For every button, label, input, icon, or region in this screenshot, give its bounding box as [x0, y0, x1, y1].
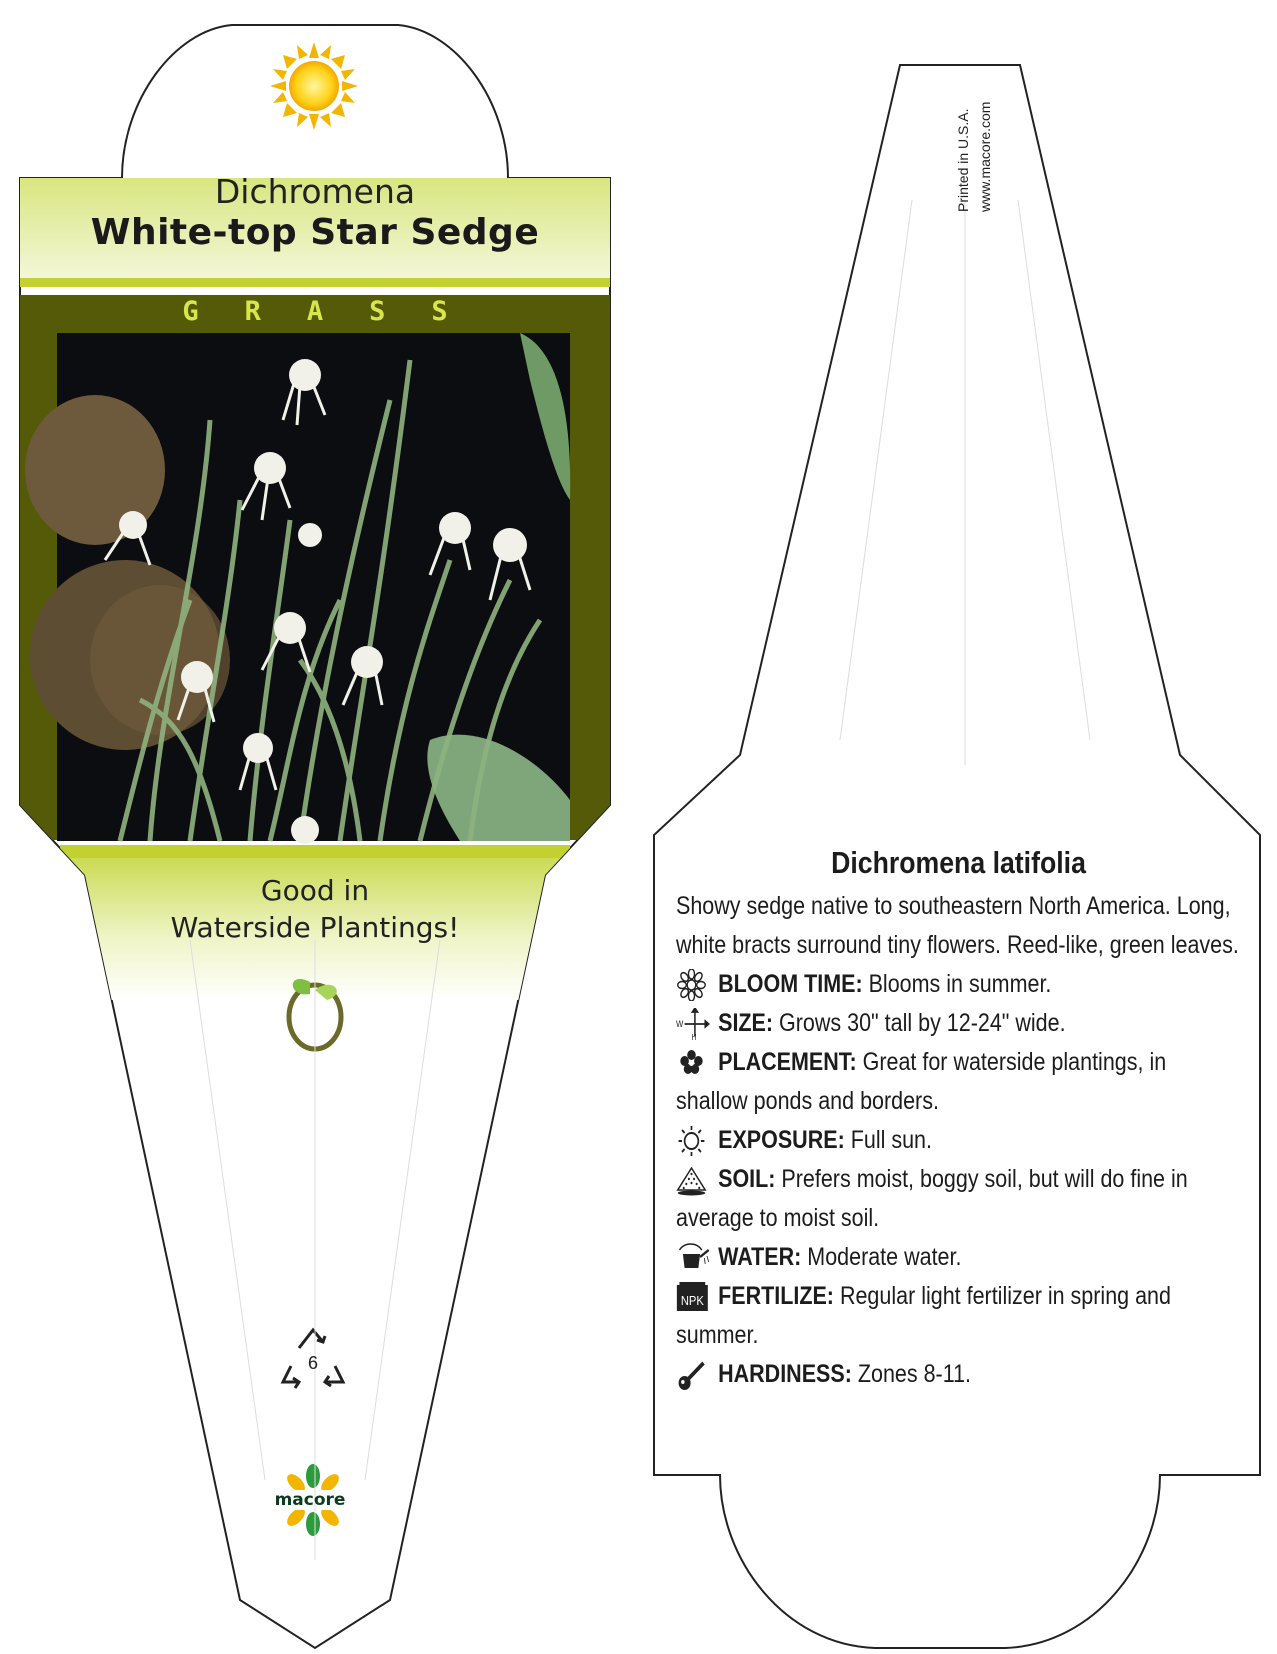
npk-icon: [676, 1281, 712, 1313]
care-info: [676, 845, 1241, 1394]
attr-label: SIZE:: [718, 1009, 774, 1037]
attr-label: BLOOM TIME:: [718, 970, 863, 998]
placement-flower-icon: [676, 1047, 712, 1079]
plant-genus: Dichromena: [214, 172, 416, 211]
attr-text: Zones 8-11.: [857, 1360, 972, 1388]
printed-in-text: Printed in U.S.A.: [955, 108, 971, 212]
attr-text: Blooms in summer.: [868, 970, 1052, 998]
attr-label: PLACEMENT:: [718, 1048, 857, 1076]
recycle-number: 6: [307, 1353, 318, 1373]
attr-label: SOIL:: [718, 1165, 776, 1193]
website-url: www.macore.com: [977, 101, 993, 212]
attr-hardiness: [676, 1355, 1241, 1394]
attr-text: Prefers moist, boggy soil, but will do fine in average to moist soil.: [676, 1165, 1188, 1232]
attr-soil: [676, 1160, 1241, 1238]
watering-can-icon: [676, 1242, 712, 1274]
brand-name: macore: [274, 1490, 346, 1510]
plant-common-name: White-top Star Sedge: [90, 212, 540, 253]
flower-icon: [676, 969, 712, 1001]
attr-text: Great for waterside plantings, in shallow ponds and borders.: [676, 1048, 1167, 1115]
attr-label: WATER:: [718, 1243, 802, 1271]
attr-text: Grows 30" tall by 12-24" wide.: [779, 1009, 1066, 1037]
attr-placement: [676, 1043, 1241, 1121]
sun-outline-icon: [676, 1125, 712, 1157]
attr-label: FERTILIZE:: [718, 1282, 834, 1310]
tagline-line-1: Good in: [260, 874, 370, 907]
attr-bloom-time: [676, 965, 1241, 1004]
attr-exposure: [676, 1121, 1241, 1160]
attr-label: EXPOSURE:: [718, 1126, 845, 1154]
attr-fertilize: [676, 1277, 1241, 1355]
svg-text:H: H: [691, 1032, 697, 1041]
size-arrows-icon: [676, 1008, 712, 1040]
attr-water: [676, 1238, 1241, 1277]
thermometer-icon: [676, 1359, 712, 1391]
attr-text: Regular light fertilizer in spring and summer.: [676, 1282, 1171, 1349]
attr-label: HARDINESS:: [718, 1360, 852, 1388]
attr-text: Full sun.: [850, 1126, 932, 1154]
svg-text:NPK: NPK: [680, 1293, 704, 1309]
attr-text: Moderate water.: [807, 1243, 962, 1271]
scientific-name: Dichromena latifolia: [831, 845, 1086, 880]
attr-size: [676, 1004, 1241, 1043]
plant-category: GRASS: [182, 296, 494, 327]
svg-text:W: W: [676, 1018, 684, 1030]
soil-icon: [676, 1164, 712, 1196]
tagline-line-2: Waterside Plantings!: [170, 911, 460, 944]
description: Showy sedge native to southeastern North America. Long, white bracts surround tiny flowers. Reed-like, green leaves.: [676, 892, 1239, 959]
